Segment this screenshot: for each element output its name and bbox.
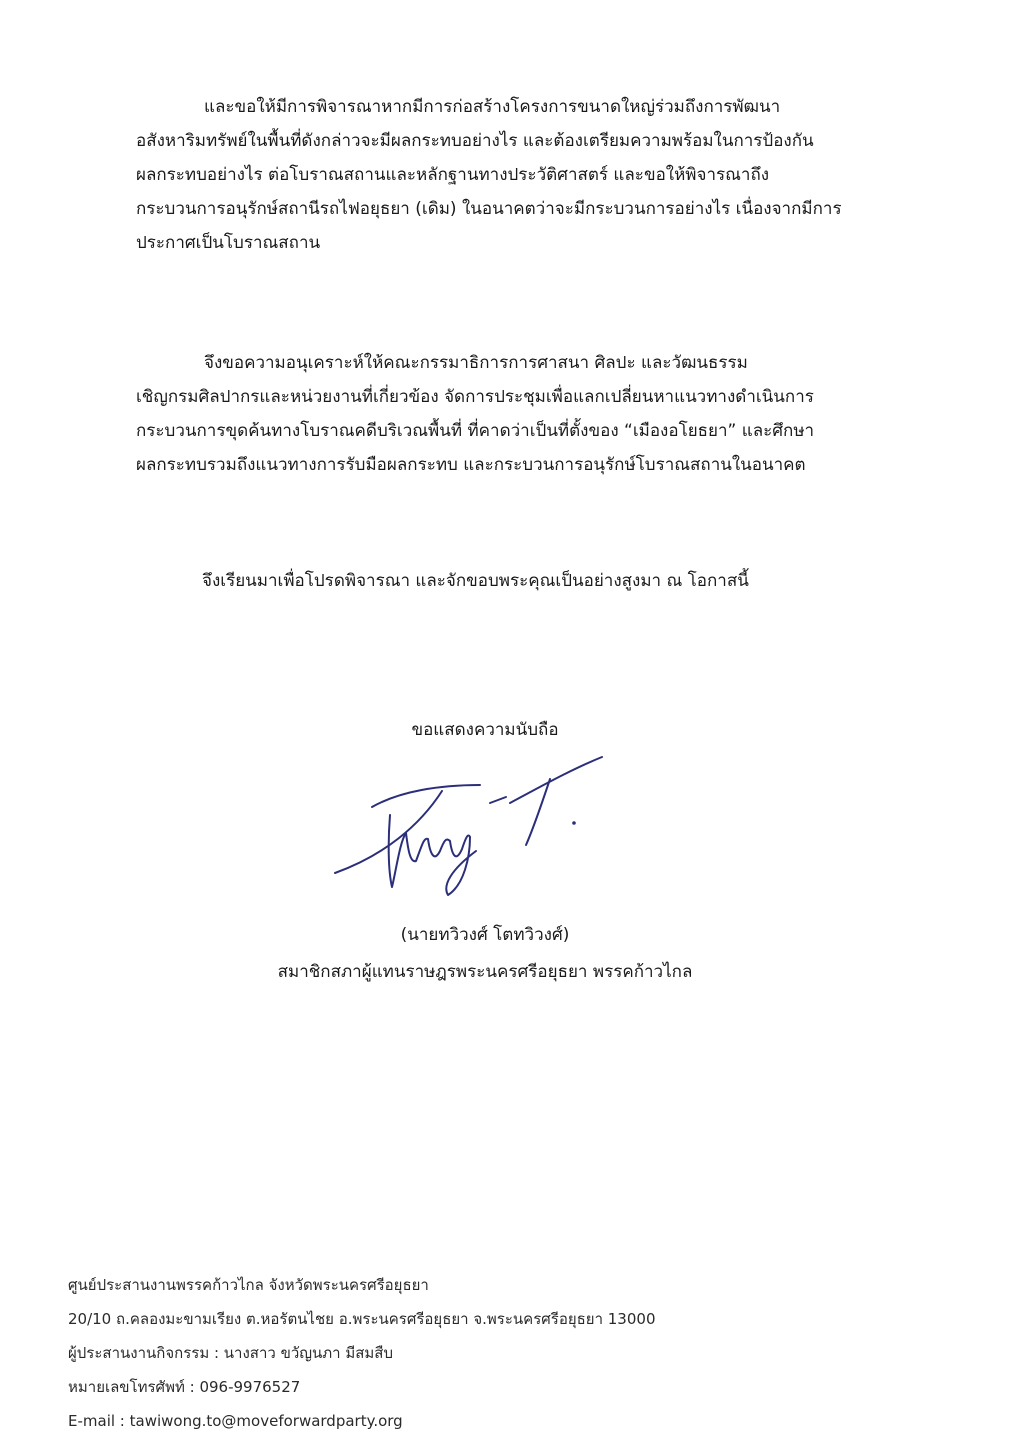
request-paragraph [136, 90, 906, 260]
paragraph-line: อสังหาริมทรัพย์ในพื้นที่ดังกล่าวจะมีผลกระทบอย่างไร และต้องเตรียมความพร้อมในการป้องกัน [136, 131, 814, 151]
office-address: 20/10 ถ.คลองมะขามเรียง ต.หอรัตนไชย อ.พระนครศรีอยุธยา จ.พระนครศรีอยุธยา 13000 [68, 1310, 656, 1328]
activity-coordinator: ผู้ประสานงานกิจกรรม : นางสาว ขวัญนภา มีสมสืบ [68, 1344, 393, 1362]
paragraph-line: เชิญกรมศิลปากรและหน่วยงานที่เกี่ยวข้อง จัดการประชุมเพื่อแลกเปลี่ยนหาแนวทางดำเนินการ [136, 387, 814, 407]
paragraph-line: ผลกระทบรวมถึงแนวทางการรับมือผลกระทบ และกระบวนการอนุรักษ์โบราณสถานในอนาคต [136, 455, 806, 475]
phone-number: หมายเลขโทรศัพท์ : 096-9976527 [68, 1378, 301, 1396]
email-address: E-mail : tawiwong.to@moveforwardparty.org [68, 1412, 403, 1430]
office-name: ศูนย์ประสานงานพรรคก้าวไกล จังหวัดพระนครศรีอยุธยา [68, 1276, 429, 1294]
handwritten-signature [330, 745, 620, 905]
closing-sentence: จึงเรียนมาเพื่อโปรดพิจารณา และจักขอบพระคุณเป็นอย่างสูงมา ณ โอกาสนี้ [202, 571, 749, 591]
signer-name: (นายทวิวงศ์ โตทวิวงศ์) [400, 925, 570, 945]
paragraph-line: ประกาศเป็นโบราณสถาน [136, 233, 321, 253]
paragraph-line: ผลกระทบอย่างไร ต่อโบราณสถานและหลักฐานทางประวัติศาสตร์ และขอให้พิจารณาถึง [136, 165, 770, 185]
assistance-paragraph [136, 346, 906, 482]
paragraph-line: กระบวนการขุดค้นทางโบราณคดีบริเวณพื้นที่ ที่คาดว่าเป็นที่ตั้งของ “เมืองอโยธยา” และศึกษา [136, 421, 815, 441]
paragraph-line: จึงขอความอนุเคราะห์ให้คณะกรรมาธิการการศาสนา ศิลปะ และวัฒนธรรม [204, 353, 748, 373]
regards-line: ขอแสดงความนับถือ [411, 720, 559, 740]
paragraph-line: กระบวนการอนุรักษ์สถานีรถไฟอยุธยา (เดิม) ในอนาคตว่าจะมีกระบวนการอย่างไร เนื่องจากมีการ [136, 199, 842, 219]
paragraph-line: และขอให้มีการพิจารณาหากมีการก่อสร้างโครงการขนาดใหญ่ร่วมถึงการพัฒนา [204, 97, 781, 117]
contact-footer [68, 1268, 948, 1438]
signer-title: สมาชิกสภาผู้แทนราษฎรพระนครศรีอยุธยา พรรคก้าวไกล [277, 962, 693, 982]
